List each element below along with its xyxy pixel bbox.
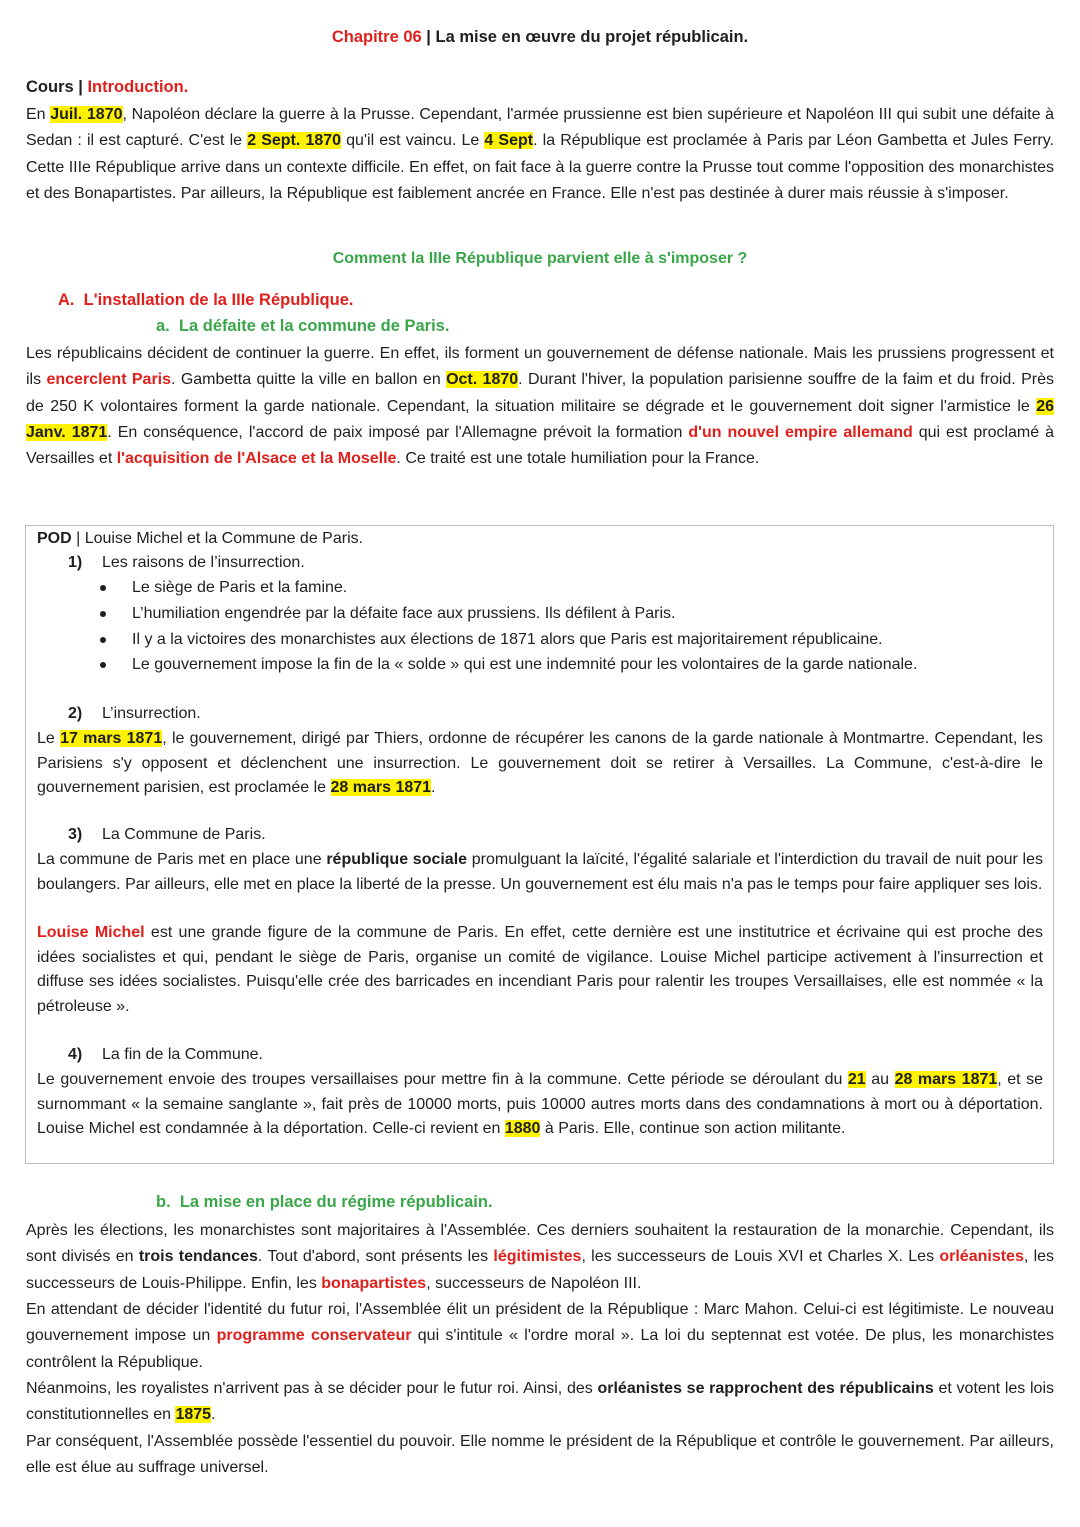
bullet-icon (100, 662, 106, 668)
list-item: L’humiliation engendrée par la défaite face aux prussiens. Ils défilent à Paris. (132, 605, 676, 622)
pod-section-2-heading: 2) L’insurrection. (68, 705, 201, 722)
date-highlight: 4 Sept (484, 132, 534, 150)
subsection-a-heading: a. La défaite et la commune de Paris. (156, 317, 450, 335)
date-highlight: 28 mars 1871 (894, 1071, 998, 1088)
paragraph-assembly: Par conséquent, l'Assemblée possède l'essentiel du pouvoir. Elle nomme le président de la République et contrôle le gouvernement. Par ailleurs, elle est élue au suffrage universel. (26, 1433, 1054, 1477)
pod-paragraph-end-commune: Le gouvernement envoie des troupes versaillaises pour mettre fin à la commune. Cette période se déroulant du 21 au 28 mars 1871, et se surnommant « la semaine sanglante », fait près de 10000 morts, puis 10000 autres morts dans des condamnations à mort ou à déportation. Louise Michel est condamnée à la déportation. Celle-ci revient en 1880 à Paris. Elle, continue son action militante. (37, 1071, 1044, 1137)
bullet-icon (100, 637, 106, 643)
bullet-icon (100, 611, 106, 617)
paragraph-royalists: Néanmoins, les royalistes n'arrivent pas à se décider pour le futur roi. Ainsi, des orléanistes se rapprochent des républicains et votent les lois constitutionnelles en 1875. (26, 1380, 1055, 1424)
date-highlight: 1875 (175, 1406, 212, 1424)
subsection-b-heading: b. La mise en place du régime républicain. (156, 1193, 493, 1211)
pod-paragraph-commune: La commune de Paris met en place une république sociale promulguant la laïcité, l'égalité salariale et l'interdiction du travail de nuit pour les boulangers. Par ailleurs, elle met en place la liberté de la presse. Un gouvernement est élu mais n'a pas le temps pour faire appliquer ses lois. (37, 851, 1044, 893)
list-item: Il y a la victoires des monarchistes aux élections de 1871 alors que Paris est majoritairement républicaine. (132, 631, 883, 648)
pod-section-4-heading: 4) La fin de la Commune. (68, 1046, 263, 1063)
date-highlight: 26 Janv. 1871 (26, 397, 1054, 441)
date-highlight: 28 mars 1871 (330, 779, 432, 796)
bullet-icon (100, 585, 106, 591)
date-highlight: 17 mars 1871 (60, 730, 163, 747)
paragraph-defeat-commune: Les républicains décident de continuer la guerre. En effet, ils forment un gouvernement de défense nationale. Mais les prussiens progressent et ils encerclent Paris. Gambetta quitte la ville en ballon en Oct. 1870. Durant l'hiver, la population parisienne souffre de la faim et du froid. Près de 250 K volontaires forment la garde nationale. Cependant, la situation militaire se dégrade et le gouvernement doit signer l'armistice le 26 Janv. 1871. En conséquence, l'accord de paix imposé par l'Allemagne prévoit la formation d'un nouvel empire allemand qui est proclamé à Versailles et l'acquisition de l'Alsace et la Moselle. Ce traité est une totale humiliation pour la France. (26, 345, 1055, 468)
pod-paragraph-louise-michel: Louise Michel est une grande figure de la commune de Paris. En effet, cette dernière est une institutrice et écrivaine qui est proche des idées socialistes et qui, pendant le siège de Paris, organise un comité de vigilance. Louise Michel participe activement à l'insurrection et diffuse ses idées socialistes. Puisqu'elle crée des barricades en incendiant Paris pour ralentir les troupes Versaillaises, elle est nommée « la pétroleuse ». (37, 924, 1044, 1015)
pod-section-1-heading: 1) Les raisons de l’insurrection. (68, 554, 305, 571)
problematic-question: Comment la IIIe République parvient elle à s'imposer ? (332, 250, 748, 267)
date-highlight: 1880 (504, 1120, 541, 1137)
date-highlight: 2 Sept. 1870 (247, 132, 342, 150)
pod-paragraph-insurrection: Le 17 mars 1871, le gouvernement, dirigé par Thiers, ordonne de récupérer les canons de la garde nationale à Montmartre. Cependant, les Parisiens s'y opposent et déclenchent une insurrection. Le gouvernement doit se retirer à Versailles. La Commune, c'est-à-dire le gouvernement parisien, est proclamée le 28 mars 1871. (37, 730, 1043, 796)
pod-title: POD | Louise Michel et la Commune de Paris. (37, 530, 364, 547)
list-item: Le gouvernement impose la fin de la « solde » qui est une indemnité pour les volontaires de la garde nationale. (132, 656, 918, 673)
chapter-title: Chapitre 06 | La mise en œuvre du projet républicain. (331, 28, 749, 46)
paragraph-monarchists: Après les élections, les monarchistes sont majoritaires à l'Assemblée. Ces derniers souhaitent la restauration de la monarchie. Cependant, ils sont divisés en trois tendances. Tout d'abord, sont présents les légitimistes, les successeurs de Louis XVI et Charles X. Les orléanistes, les successeurs de Louis-Philippe. Enfin, les bonapartistes, successeurs de Napoléon III. (26, 1222, 1055, 1292)
paragraph-president: En attendant de décider l'identité du futur roi, l'Assemblée élit un président de la République : Marc Mahon. Celui-ci est légitimiste. Le nouveau gouvernement impose un programme conservateur qui s'intitule « l'ordre moral ». La loi du septennat est votée. De plus, les monarchistes contrôlent la République. (26, 1301, 1055, 1371)
date-highlight: Oct. 1870 (446, 371, 519, 389)
cours-heading: Cours | Introduction. (26, 78, 189, 96)
list-item: Le siège de Paris et la famine. (132, 579, 348, 596)
pod-section-3-heading: 3) La Commune de Paris. (68, 826, 266, 843)
section-a-heading: A. L'installation de la IIIe République. (58, 291, 354, 309)
date-highlight: 21 (847, 1071, 866, 1088)
intro-paragraph: En Juil. 1870, Napoléon déclare la guerre à la Prusse. Cependant, l'armée prussienne est bien supérieure et Napoléon III qui subit une défaite à Sedan : il est capturé. C'est le 2 Sept. 1870 qu'il est vaincu. Le 4 Sept. la République est proclamée à Paris par Léon Gambetta et Jules Ferry. Cette IIIe République arrive dans un contexte difficile. En effet, on fait face à la guerre contre la Prusse tout comme l'opposition des monarchistes et des Bonapartistes. Par ailleurs, la République est faiblement ancrée en France. Elle n'est pas destinée à durer mais réussie à s'imposer. (26, 106, 1055, 202)
date-highlight: Juil. 1870 (50, 106, 123, 123)
